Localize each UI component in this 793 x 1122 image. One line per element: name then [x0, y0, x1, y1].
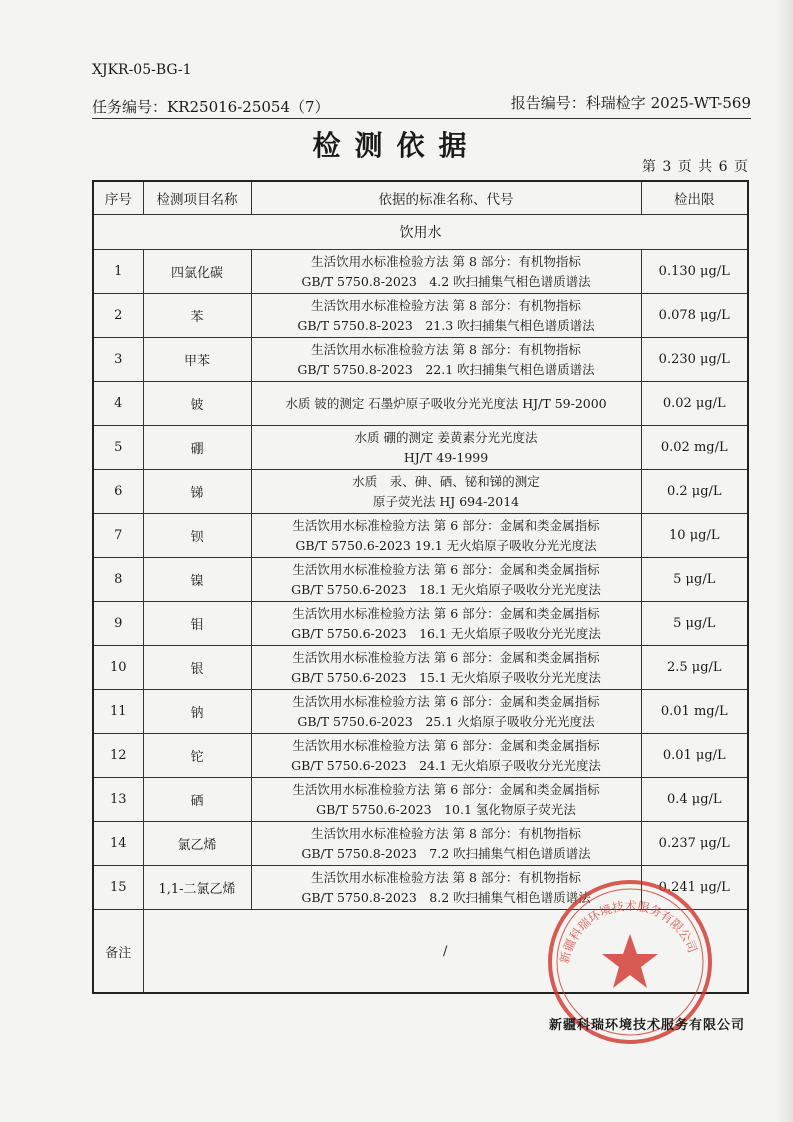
standard-line-1: 生活饮用水标准检验方法 第 6 部分：金属和类金属指标 — [292, 737, 600, 753]
row-seq: 11 — [93, 690, 143, 734]
row-limit: 0.241 μg/L — [641, 866, 748, 910]
standard-line-2: GB/T 5750.8-2023 8.2 吹扫捕集气相色谱质谱法 — [301, 889, 591, 905]
table-row — [93, 514, 748, 558]
footer-company-name: 新疆科瑞环境技术服务有限公司 — [548, 1018, 745, 1033]
standard-line-2: GB/T 5750.6-2023 10.1 氢化物原子荧光法 — [316, 801, 576, 817]
table-row — [93, 646, 748, 690]
standard-line-2: GB/T 5750.6-2023 18.1 无火焰原子吸收分光光度法 — [291, 581, 601, 597]
remarks-value: / — [143, 910, 748, 994]
row-limit: 5 μg/L — [641, 558, 748, 602]
standard-line-1: 生活饮用水标准检验方法 第 6 部分：金属和类金属指标 — [292, 605, 600, 621]
table-row — [93, 250, 748, 294]
row-standard — [251, 514, 641, 558]
row-item: 铊 — [143, 734, 251, 778]
table-row — [93, 426, 748, 470]
page-edge-shadow — [775, 0, 793, 1122]
form-code: XJKR-05-BG-1 — [92, 62, 192, 78]
row-standard — [251, 250, 641, 294]
page-title: 检测依据 — [312, 129, 481, 162]
row-seq: 6 — [93, 470, 143, 514]
row-limit: 0.130 μg/L — [641, 250, 748, 294]
header-divider — [92, 118, 751, 119]
task-number: 任务编号：KR25016-25054（7） — [92, 98, 330, 116]
row-item: 四氯化碳 — [143, 250, 251, 294]
basis-table — [92, 180, 749, 994]
row-seq: 8 — [93, 558, 143, 602]
row-item: 钼 — [143, 602, 251, 646]
row-item: 钡 — [143, 514, 251, 558]
table-row — [93, 382, 748, 426]
row-standard — [251, 382, 641, 426]
standard-line-1: 水质 硼的测定 姜黄素分光光度法 — [354, 429, 538, 445]
row-limit: 0.02 mg/L — [641, 426, 748, 470]
row-limit: 5 μg/L — [641, 602, 748, 646]
category-label: 饮用水 — [93, 215, 748, 250]
table-row — [93, 294, 748, 338]
report-number: 报告编号：科瑞检字 2025-WT-569 — [510, 94, 751, 112]
standard-line-1: 生活饮用水标准检验方法 第 8 部分：有机物指标 — [311, 869, 581, 885]
row-standard — [251, 690, 641, 734]
col-header-limit: 检出限 — [641, 181, 748, 215]
row-seq: 9 — [93, 602, 143, 646]
row-limit: 0.237 μg/L — [641, 822, 748, 866]
category-row — [93, 215, 748, 250]
standard-line-1: 生活饮用水标准检验方法 第 8 部分：有机物指标 — [311, 825, 581, 841]
row-seq: 10 — [93, 646, 143, 690]
standard-line-1: 生活饮用水标准检验方法 第 8 部分：有机物指标 — [311, 253, 581, 269]
standard-line-1: 生活饮用水标准检验方法 第 6 部分：金属和类金属指标 — [292, 781, 600, 797]
row-seq: 3 — [93, 338, 143, 382]
row-seq: 7 — [93, 514, 143, 558]
row-limit: 0.2 μg/L — [641, 470, 748, 514]
standard-line-2: GB/T 5750.6-2023 19.1 无火焰原子吸收分光光度法 — [295, 537, 597, 553]
table-row — [93, 338, 748, 382]
row-limit: 0.230 μg/L — [641, 338, 748, 382]
standard-line-2: GB/T 5750.8-2023 21.3 吹扫捕集气相色谱质谱法 — [297, 317, 595, 333]
row-standard — [251, 294, 641, 338]
row-seq: 12 — [93, 734, 143, 778]
row-standard — [251, 778, 641, 822]
row-limit: 0.078 μg/L — [641, 294, 748, 338]
row-seq: 15 — [93, 866, 143, 910]
row-item: 甲苯 — [143, 338, 251, 382]
standard-line-1: 生活饮用水标准检验方法 第 6 部分：金属和类金属指标 — [292, 649, 600, 665]
table-row — [93, 690, 748, 734]
remarks-label: 备注 — [93, 910, 143, 994]
table-header-row — [93, 181, 748, 215]
row-seq: 2 — [93, 294, 143, 338]
row-item: 铍 — [143, 382, 251, 426]
standard-line-1: 生活饮用水标准检验方法 第 8 部分：有机物指标 — [311, 341, 581, 357]
row-standard — [251, 338, 641, 382]
row-item: 银 — [143, 646, 251, 690]
col-header-seq: 序号 — [93, 181, 143, 215]
row-limit: 2.5 μg/L — [641, 646, 748, 690]
row-limit: 0.02 μg/L — [641, 382, 748, 426]
table-row — [93, 866, 748, 910]
row-standard — [251, 426, 641, 470]
row-limit: 0.01 μg/L — [641, 734, 748, 778]
table-row — [93, 778, 748, 822]
standard-line-2: GB/T 5750.6-2023 24.1 无火焰原子吸收分光光度法 — [291, 757, 601, 773]
row-limit: 10 μg/L — [641, 514, 748, 558]
row-standard — [251, 822, 641, 866]
col-header-standard: 依据的标准名称、代号 — [251, 181, 641, 215]
standard-line-1: 水质 汞、砷、硒、铋和锑的测定 — [352, 473, 540, 489]
row-standard — [251, 646, 641, 690]
standard-line-1: 生活饮用水标准检验方法 第 6 部分：金属和类金属指标 — [292, 561, 600, 577]
row-item: 钠 — [143, 690, 251, 734]
table-row — [93, 558, 748, 602]
standard-line-2: HJ/T 49-1999 — [403, 449, 489, 465]
standard-line-2: GB/T 5750.8-2023 22.1 吹扫捕集气相色谱质谱法 — [297, 361, 595, 377]
row-seq: 4 — [93, 382, 143, 426]
row-standard — [251, 866, 641, 910]
table-row — [93, 602, 748, 646]
row-limit: 0.01 mg/L — [641, 690, 748, 734]
row-limit: 0.4 μg/L — [641, 778, 748, 822]
row-item: 镍 — [143, 558, 251, 602]
row-standard — [251, 734, 641, 778]
table-row — [93, 734, 748, 778]
row-item: 1,1-二氯乙烯 — [143, 866, 251, 910]
table-row — [93, 470, 748, 514]
row-item: 硼 — [143, 426, 251, 470]
row-standard — [251, 558, 641, 602]
row-seq: 14 — [93, 822, 143, 866]
standard-line-2: GB/T 5750.8-2023 4.2 吹扫捕集气相色谱质谱法 — [301, 273, 591, 289]
standard-line-2: GB/T 5750.6-2023 15.1 无火焰原子吸收分光光度法 — [291, 669, 601, 685]
standard-line-1: 生活饮用水标准检验方法 第 8 部分：有机物指标 — [311, 297, 581, 313]
row-item: 苯 — [143, 294, 251, 338]
standard-line-1: 生活饮用水标准检验方法 第 6 部分：金属和类金属指标 — [292, 693, 600, 709]
standard-line-2: 原子荧光法 HJ 694-2014 — [372, 493, 520, 509]
standard-line-2: GB/T 5750.6-2023 25.1 火焰原子吸收分光光度法 — [297, 713, 595, 729]
standard-line-1: 水质 铍的测定 石墨炉原子吸收分光光度法 HJ/T 59-2000 — [285, 395, 607, 411]
table-row — [93, 822, 748, 866]
row-item: 锑 — [143, 470, 251, 514]
row-standard — [251, 602, 641, 646]
standard-line-2: GB/T 5750.6-2023 16.1 无火焰原子吸收分光光度法 — [291, 625, 601, 641]
row-standard — [251, 470, 641, 514]
col-header-item: 检测项目名称 — [143, 181, 251, 215]
page-number: 第 3 页 共 6 页 — [641, 159, 749, 175]
row-seq: 1 — [93, 250, 143, 294]
standard-line-2: GB/T 5750.8-2023 7.2 吹扫捕集气相色谱质谱法 — [301, 845, 591, 861]
remarks-row — [93, 910, 748, 994]
row-seq: 5 — [93, 426, 143, 470]
seal-text: 新疆科瑞环境技术服务有限公司 — [557, 898, 700, 965]
row-item: 硒 — [143, 778, 251, 822]
row-seq: 13 — [93, 778, 143, 822]
row-item: 氯乙烯 — [143, 822, 251, 866]
standard-line-1: 生活饮用水标准检验方法 第 6 部分：金属和类金属指标 — [292, 517, 600, 533]
